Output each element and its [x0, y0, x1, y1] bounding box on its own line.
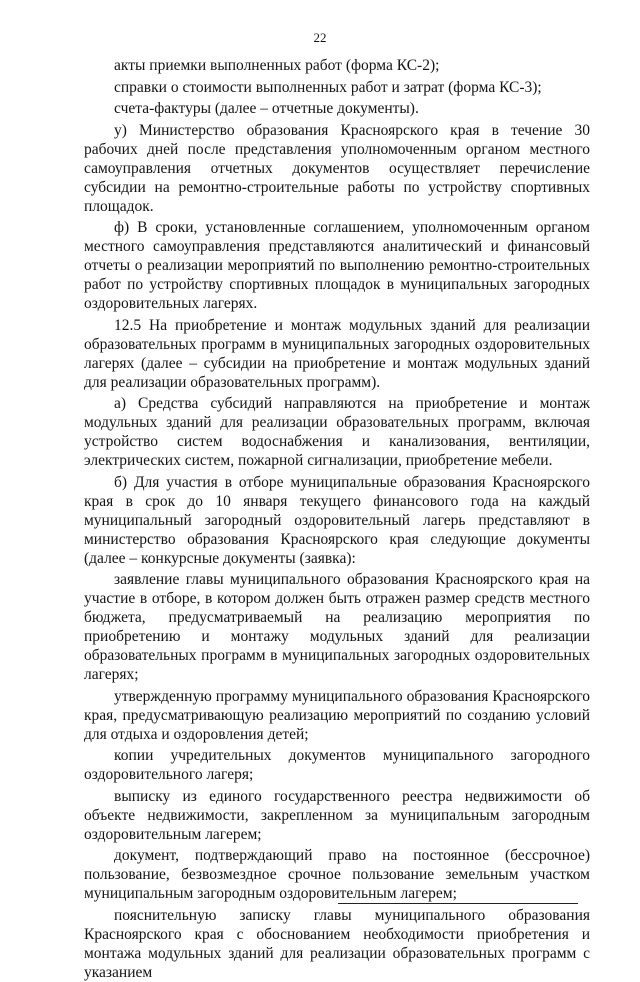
paragraph: ф) В сроки, установленные соглашением, уполномоченным органом местного самоуправления представляются аналитический и финансовый отчеты о реализации мероприятий по выполнению ремонтно-строительных работ по устройству спортивных площадок в муниципальных загородных оздоровительных лагерях.: [84, 219, 590, 312]
paragraph: а) Средства субсидий направляются на приобретение и монтаж модульных зданий для реализации образовательных программ, включая устройство систем водоснабжения и канализования, вентиляции, электрических систем, пожарной сигнализации, приобретение мебели.: [84, 395, 590, 469]
paragraph: б) Для участия в отборе муниципальные образования Красноярского края в срок до 10 января текущего финансового года на каждый муниципальный загородный оздоровительный лагерь представляют в министерство образования Красноярского края следующие документы (далее – конкурсные документы (заявка):: [84, 473, 590, 567]
paragraph: утвержденную программу муниципального образования Красноярского края, предусматривающую реализацию мероприятий по созданию условий для отдыха и оздоровления детей;: [84, 687, 590, 743]
paragraph: пояснительную записку главы муниципального образования Красноярского края с обоснованием необходимости приобретения и монтажа модульных зданий для реализации образовательных программ с указанием: [84, 906, 590, 981]
paragraph: счета-фактуры (далее – отчетные документы).: [114, 100, 419, 117]
paragraph: заявление главы муниципального образования Красноярского края на участие в отборе, в котором должен быть отражен размер средств местного бюджета, предусматриваемый на реализацию мероприятия по приобретению и монтажу модульных зданий для реализации образовательных программ в муниципальных загородных оздоровительных лагерях;: [84, 571, 590, 683]
paragraph: выписку из единого государственного реестра недвижимости об объекте недвижимости, закрепленном за муниципальным загородным оздоровительным лагерем;: [84, 787, 590, 843]
paragraph: справки о стоимости выполненных работ и затрат (форма КС-3);: [114, 78, 542, 96]
document-body: [84, 56, 590, 982]
paragraph: 12.5 На приобретение и монтаж модульных зданий для реализации образовательных программ в муниципальных загородных оздоровительных лагерях (далее – субсидии на приобретение и монтаж модульных зданий для реализации образовательных программ).: [84, 316, 590, 391]
paragraph: у) Министерство образования Красноярского края в течение 30 рабочих дней после представления уполномоченным органом местного самоуправления отчетных документов осуществляет перечисление субсидии на ремонтно-строительные работы по устройству спортивных площадок.: [84, 121, 590, 215]
footer-divider: [338, 903, 578, 904]
paragraph: акты приемки выполненных работ (форма КС-2);: [114, 57, 440, 74]
page-number: 22: [313, 30, 327, 45]
paragraph: документ, подтверждающий право на постоянное (бессрочное) пользование, безвозмездное срочное пользование земельным участком муниципальным загородным оздоровительным лагерем;: [84, 847, 590, 902]
paragraph: копии учредительных документов муниципального загородного оздоровительного лагеря;: [84, 747, 590, 783]
